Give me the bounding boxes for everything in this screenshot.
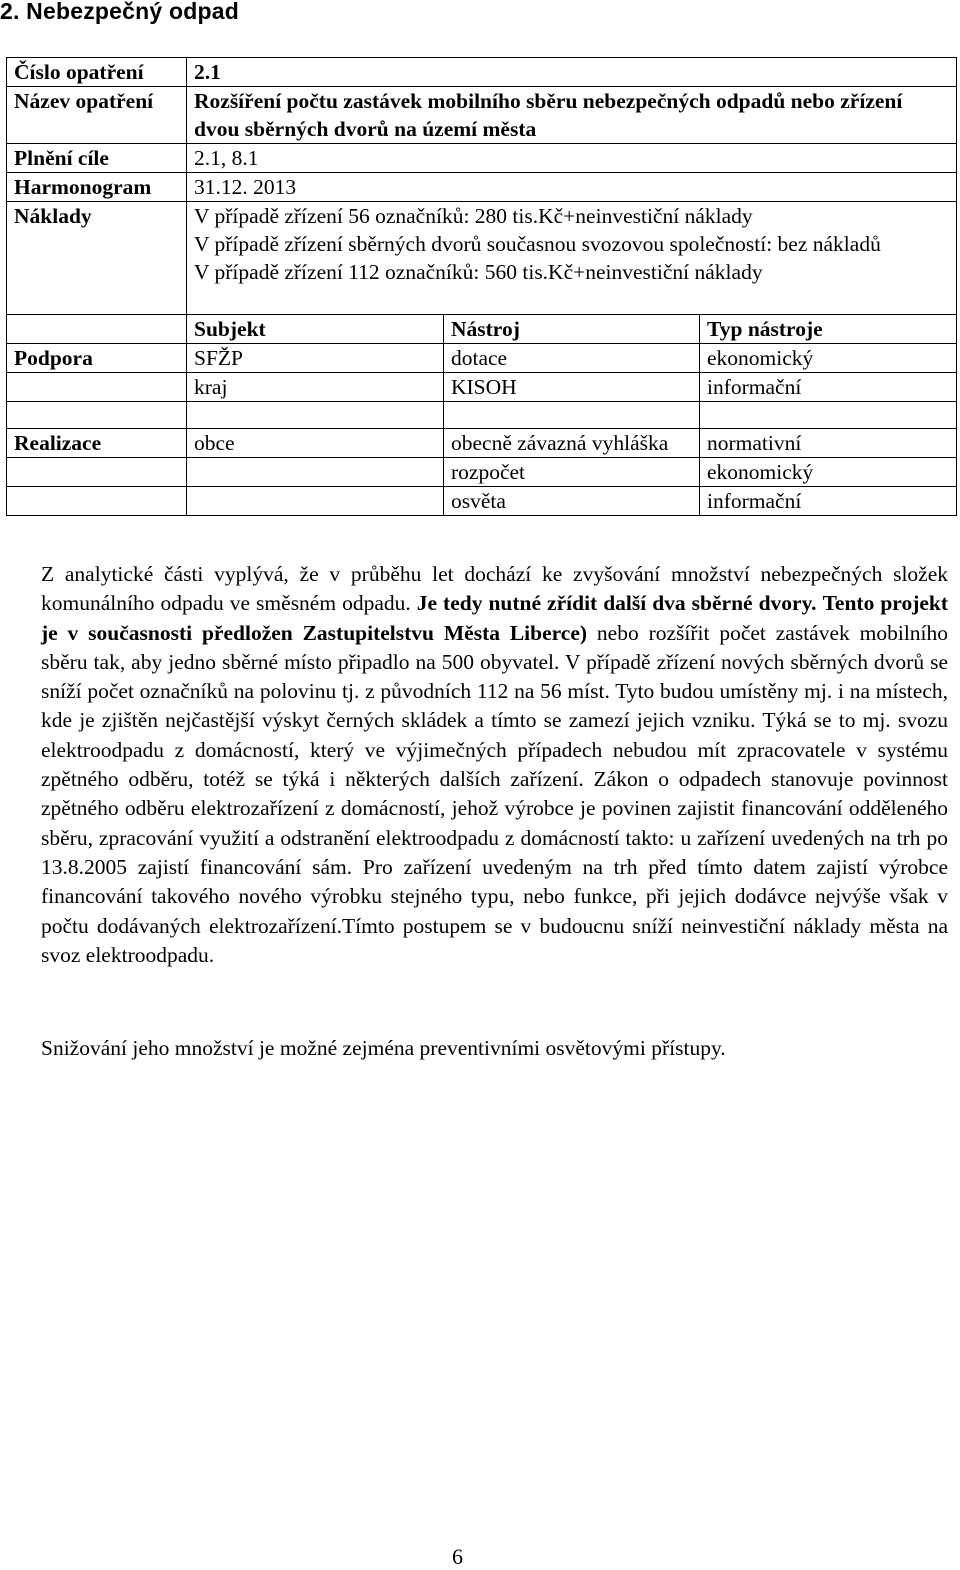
header-nastroj: Nástroj <box>444 315 700 344</box>
label-naklady: Náklady <box>7 202 187 315</box>
header-subjekt: Subjekt <box>187 315 444 344</box>
header-typ: Typ nástroje <box>700 315 957 344</box>
blank-cell <box>187 402 444 429</box>
paragraph-bold-2: Tento projekt je v současnosti předložen Zastupitelstvu Města Liberce) <box>41 591 949 645</box>
podpora-row-1 <box>7 344 957 373</box>
cell-subjekt: obce <box>187 429 444 458</box>
cell-subjekt <box>187 487 444 516</box>
cell-subjekt <box>187 458 444 487</box>
subtable-header-row <box>7 315 957 344</box>
blank-cell <box>7 373 187 402</box>
value-cislo: 2.1 <box>187 58 957 87</box>
podpora-row-2 <box>7 373 957 402</box>
value-harmonogram: 31.12. 2013 <box>187 173 957 202</box>
naklady-line-2: V případě zřízení sběrných dvorů současnou svozovou společností: bez nákladů <box>194 232 881 256</box>
paragraph-bold-1: Je tedy nutné zřídit další dva sběrné dvory. <box>416 591 817 616</box>
cell-nastroj: osvěta <box>444 487 700 516</box>
value-plneni: 2.1, 8.1 <box>187 144 957 173</box>
page-number: 6 <box>452 1544 463 1569</box>
naklady-line-3: V případě zřízení 112 označníků: 560 tis.Kč+neinvestiční náklady <box>194 260 763 284</box>
cell-typ: informační <box>700 487 957 516</box>
row-plneni <box>7 144 957 173</box>
cell-nastroj: rozpočet <box>444 458 700 487</box>
realizace-row-1 <box>7 429 957 458</box>
paragraph-rest: nebo rozšířit počet zastávek mobilního sběru tak, aby jedno sběrné místo připadlo na 500 obyvatel. V případě zřízení nových sběrných dvorů se sníží počet označníků na polovinu tj. z původních 112 na 56 míst. Tyto budou umístěny mj. i na místech, kde je zjištěn nejčastější výskyt černých skládek a tímto se zamezí jejich vzniku. Týká se to mj. svozu elektroodpadu z domácností, který ve výjimečných případech nebudou mít zpracovatele v systému zpětného odběru, totéž se týká i některých dalších zařízení. Zákon o odpadech stanovuje povinnost zpětného odběru elektrozařízení z domácností, jehož výrobce je povinen zajistit financování odděleného sběru, zpracování využití a odstranění elektroodpadu z domácností takto: u zařízení uvedených na trh po 13.8.2005 zajistí financování sám. Pro zařízení uvedeným na trh před tímto datem zajistí výrobce financování takového nového výrobku stejného typu, nebo funkce, při jejich dodávce nejvýše však v počtu dodávaných elektrozařízení.Tímto postupem se v budoucnu sníží neinvestiční náklady města na svoz elektroodpadu. <box>41 620 949 967</box>
cell-typ: ekonomický <box>700 458 957 487</box>
label-podpora: Podpora <box>7 344 187 373</box>
value-nazev: Rozšíření počtu zastávek mobilního sběru nebezpečných odpadů nebo zřízení dvou sběrných dvorů na území města <box>187 87 957 144</box>
row-nazev <box>7 87 957 144</box>
blank-cell <box>7 458 187 487</box>
blank-cell <box>7 402 187 429</box>
label-harmonogram: Harmonogram <box>7 173 187 202</box>
blank-cell <box>444 402 700 429</box>
blank-cell <box>7 487 187 516</box>
body-paragraph <box>13 560 948 970</box>
cell-typ: informační <box>700 373 957 402</box>
body-paragraph-2: Snižování jeho množství je možné zejména preventivními osvětovými přístupy. <box>41 1036 726 1060</box>
row-naklady <box>7 202 957 315</box>
label-plneni: Plnění cíle <box>7 144 187 173</box>
label-nazev: Název opatření <box>7 87 187 144</box>
cell-nastroj: obecně závazná vyhláška <box>444 429 700 458</box>
measure-table <box>6 57 957 516</box>
row-cislo <box>7 58 957 87</box>
value-naklady <box>187 202 957 315</box>
label-cislo: Číslo opatření <box>7 58 187 87</box>
realizace-row-2 <box>7 458 957 487</box>
cell-subjekt: kraj <box>187 373 444 402</box>
blank-cell <box>7 315 187 344</box>
separator-row <box>7 402 957 429</box>
cell-nastroj: KISOH <box>444 373 700 402</box>
cell-nastroj: dotace <box>444 344 700 373</box>
section-heading: 2. Nebezpečný odpad <box>0 0 239 24</box>
realizace-row-3 <box>7 487 957 516</box>
cell-typ: ekonomický <box>700 344 957 373</box>
blank-cell <box>700 402 957 429</box>
row-harmonogram <box>7 173 957 202</box>
paragraph-sentence-1: Z analytické části vyplývá, že v průběhu let dochází ke zvyšování množství nebezpečných složek komunálního odpadu ve směsném odpadu. <box>41 562 948 616</box>
naklady-line-1: V případě zřízení 56 označníků: 280 tis.Kč+neinvestiční náklady <box>194 204 753 228</box>
cell-subjekt: SFŽP <box>187 344 444 373</box>
cell-typ: normativní <box>700 429 957 458</box>
label-realizace: Realizace <box>7 429 187 458</box>
